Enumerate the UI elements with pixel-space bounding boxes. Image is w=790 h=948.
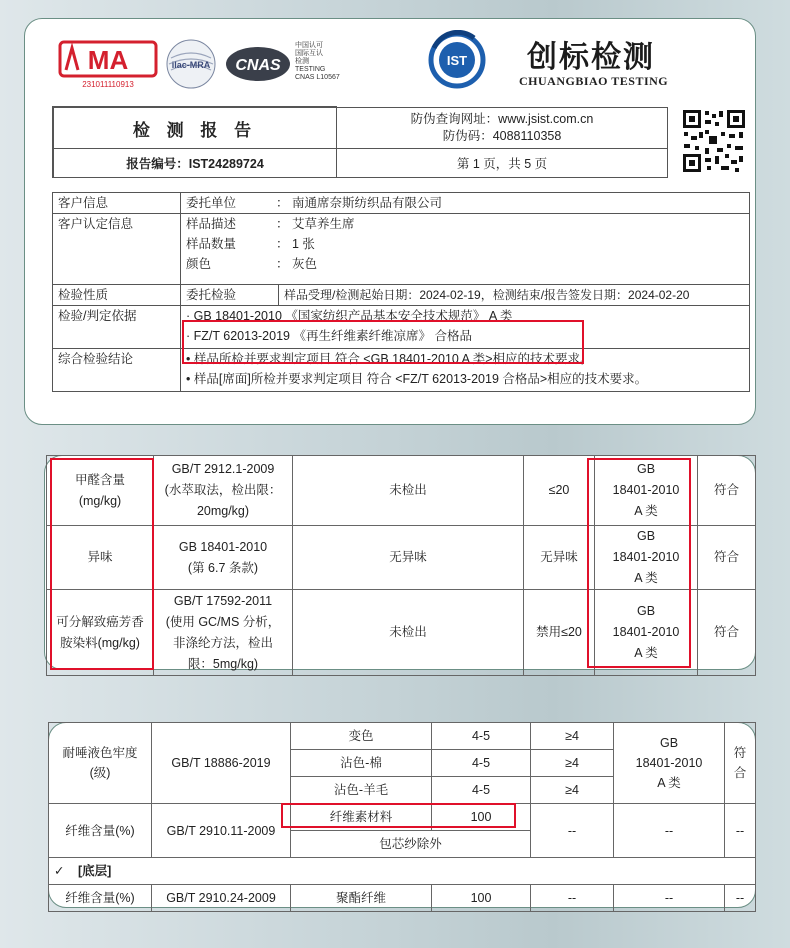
fiber2-name: 聚酯纤维 [291,885,432,912]
conclusion-label: 综合检验结论 [53,349,181,392]
saliva-judge: 符合 [725,723,756,804]
fiber-highlight-box [281,803,516,828]
conclusion-line-2: • 样品[席面]所检并要求判定项目 符合 <FZ/T 62013-2019 合格品>相应的技术要求。 [186,372,648,386]
saliva-sub-value: 4-5 [432,750,531,777]
svg-text:CNAS: CNAS [235,57,281,74]
limit-cell: 无异味 [524,526,595,590]
fiber-name: 纤维素材料 [291,804,432,831]
report-title: 检 测 报 告 [53,107,337,149]
saliva-sub-req: ≥4 [531,723,614,750]
method-cell: GB/T 17592-2011 (使用 GC/MS 分析， 非涤纶方法，检出 限：5mg/kg) [154,590,293,676]
saliva-sub-name: 沾色-棉 [291,750,432,777]
bottom-layer-label: [底层] [77,864,112,878]
fiber2-judge: -- [725,885,756,912]
fiber2-value: 100 [432,885,531,912]
saliva-sub-name: 沾色-羊毛 [291,777,432,804]
item-cell: 异味 [47,526,154,590]
item-cell: 可分解致癌芳香 胺染料(mg/kg) [47,590,154,676]
method-cell: GB/T 2912.1-2009 (水萃取法，检出限： 20mg/kg) [154,456,293,526]
page-count: 第 1 页，共 5 页 [337,149,668,178]
anti-fake-code: 防伪码：4088110358 [442,128,562,143]
cnas-accreditation-text: 中国认可 国际互认 检测 TESTING CNAS L10567 [295,42,340,81]
standard-cell: GB 18401-2010 A 类 [595,526,698,590]
basis-line-1: · GB 18401-2010 《国家纺织产品基本安全技术规范》 A 类 [186,309,513,323]
svg-text:IST: IST [446,53,468,68]
qr-code-icon[interactable] [681,108,747,174]
fiber2-req: -- [531,885,614,912]
test-dates: 样品受理/检测起始日期：2024-02-19，检测结束/报告签发日期：2024-02-20 [279,285,750,306]
saliva-sub-value: 4-5 [432,777,531,804]
fiber2-method: GB/T 2910.24-2009 [152,885,291,912]
table-row [49,858,756,885]
brand-name-en: CHUANGBIAO TESTING [519,74,669,88]
ist-logo [424,30,490,90]
saliva-sub-value: 4-5 [432,723,531,750]
basis-line-2: · FZ/T 62013-2019 《再生纤维素纤维凉席》 合格品 [186,329,472,343]
sample-desc-value: ： 艾草养生席 [276,217,355,231]
anti-fake-info [337,107,668,149]
result-cell: 未检出 [293,590,524,676]
fiber2-standard: -- [614,885,725,912]
saliva-item: 耐唾液色牢度 (级) [49,723,152,804]
bottom-layer-row [49,858,756,885]
saliva-sub-req: ≥4 [531,750,614,777]
judge-cell: 符合 [698,526,756,590]
nature-value: 委托检验 [181,285,279,306]
svg-text:ilac-MRA: ilac-MRA [171,60,211,70]
ilac-mra-logo [165,38,217,90]
standard-highlight-box [587,458,691,668]
table-row [49,885,756,912]
fiber-method: GB/T 2910.11-2009 [152,804,291,858]
result-cell: 未检出 [293,456,524,526]
item-cell: 甲醛含量 (mg/kg) [47,456,154,526]
color-value: ： 灰色 [276,257,317,271]
client-info-label: 客户信息 [53,193,181,214]
result-cell: 无异味 [293,526,524,590]
cma-code: 231011110913 [82,80,134,89]
saliva-standard: GB 18401-2010 A 类 [614,723,725,804]
client-unit-cell: 委托单位 ： 南通席奈斯纺织品有限公司 [181,193,750,214]
fiber2-item: 纤维含量(%) [49,885,152,912]
basis-highlight-box [182,320,584,364]
brand-name-cn: 创标检测 [527,40,655,75]
fiber-standard: -- [614,804,725,858]
item-highlight-box [50,458,154,670]
limit-cell: ≤20 [524,456,595,526]
saliva-sub-name: 变色 [291,723,432,750]
fiber-req: -- [531,804,614,858]
limit-cell: 禁用≤20 [524,590,595,676]
fiber-value: 100 [432,804,531,831]
cnas-logo [224,44,292,84]
query-url: 防伪查询网址：www.jsist.com.cn [410,111,594,126]
basis-label: 检验/判定依据 [53,306,181,349]
client-confirm-label: 客户认定信息 [53,214,181,285]
saliva-method: GB/T 18886-2019 [152,723,291,804]
cma-logo [58,40,158,90]
judge-cell: 符合 [698,590,756,676]
conclusion-line-1: • 样品所检并要求判定项目 符合 <GB 18401-2010 A 类>相应的技术要求。 [186,352,593,366]
saliva-sub-req: ≥4 [531,777,614,804]
nature-label: 检验性质 [53,285,181,306]
report-title-table [52,106,668,178]
standard-cell: GB 18401-2010 A 类 [595,456,698,526]
table-row [49,723,756,750]
client-unit-value: ： 南通席奈斯纺织品有限公司 [276,196,442,210]
judge-cell: 符合 [698,456,756,526]
method-cell: GB 18401-2010 (第 6.7 条款) [154,526,293,590]
fiber-note: 包芯纱除外 [291,831,531,858]
fiber-item: 纤维含量(%) [49,804,152,858]
standard-cell: GB 18401-2010 A 类 [595,590,698,676]
sample-qty-value: ： 1 张 [276,237,315,251]
svg-text:MA: MA [87,45,129,75]
fiber-judge: -- [725,804,756,858]
sample-info-cell: 样品描述 ： 艾草养生席 样品数量 ： 1 张 颜色 ： 灰色 [181,214,750,285]
report-number: 报告编号：IST24289724 [53,149,337,178]
check-mark-icon: ✓ [54,864,65,878]
